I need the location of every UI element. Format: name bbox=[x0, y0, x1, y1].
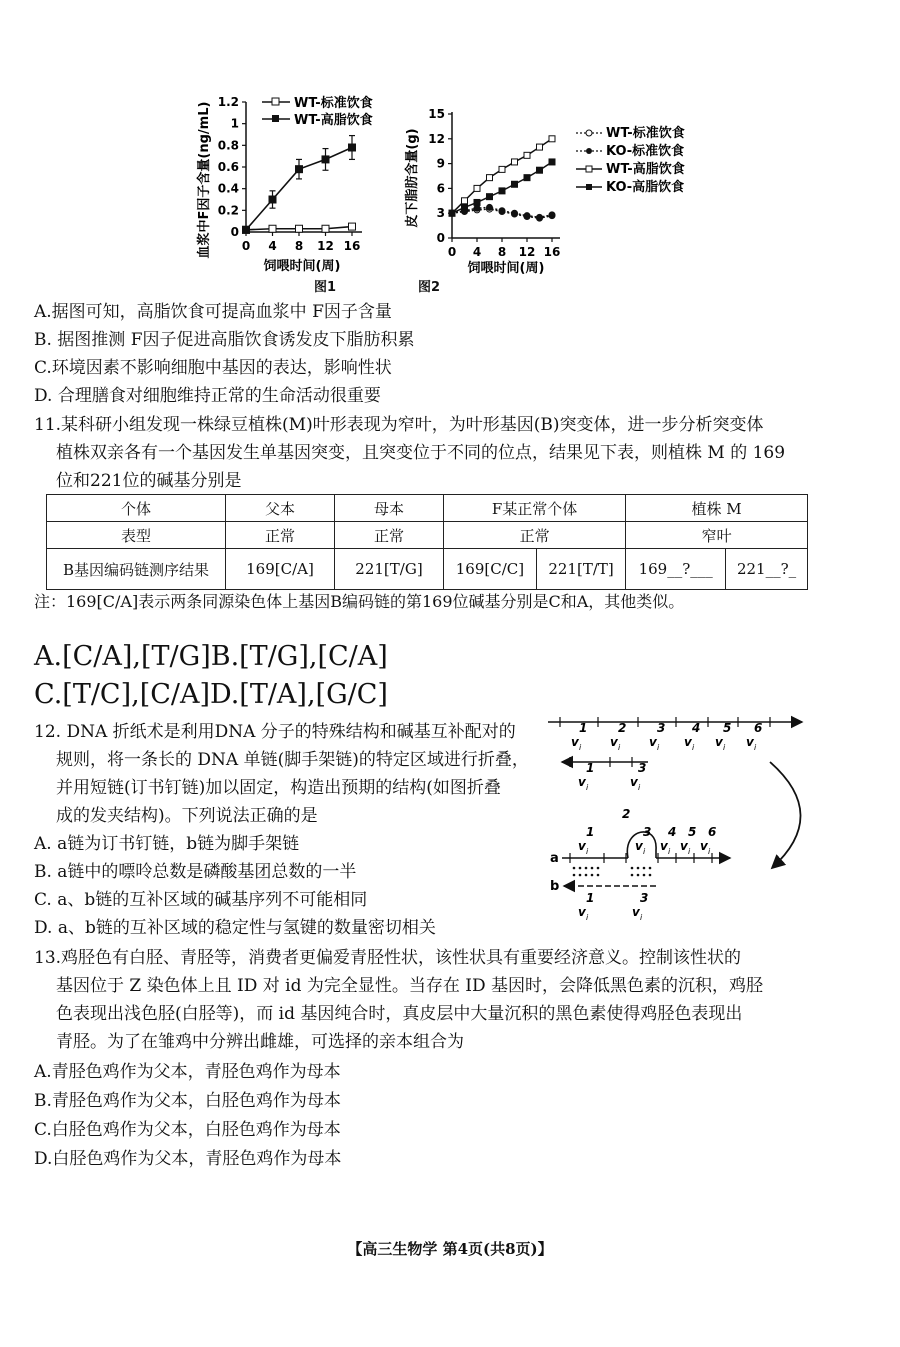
svg-text:i: i bbox=[688, 847, 691, 856]
fig1-data-point bbox=[349, 223, 356, 230]
fig2-data-point bbox=[474, 205, 480, 211]
segment-label bbox=[635, 825, 651, 856]
svg-text:1: 1 bbox=[579, 721, 588, 735]
fig2-data-point bbox=[524, 175, 530, 181]
fig1-legend-0: WT-标准饮食 bbox=[294, 96, 373, 111]
fig2-data-point bbox=[487, 204, 493, 210]
fig2-data-point bbox=[449, 210, 455, 216]
svg-text:v: v bbox=[635, 839, 643, 853]
segment-label bbox=[660, 825, 676, 856]
svg-text:i: i bbox=[657, 743, 660, 752]
segment-label: 2 bbox=[622, 807, 631, 821]
fig2-xlabel: 饲喂时间(周) bbox=[467, 261, 545, 276]
segment-label bbox=[684, 721, 700, 752]
fig2-ytick-label: 6 bbox=[436, 181, 445, 196]
q12-option-d: D. a、b链的互补区域的稳定性与氢键的数量密切相关 bbox=[34, 918, 436, 938]
strand-a-label: a bbox=[550, 851, 559, 866]
svg-text:v: v bbox=[630, 775, 638, 789]
svg-text:6: 6 bbox=[754, 721, 763, 735]
table-cell: F某正常个体 bbox=[444, 495, 626, 522]
fig2-legend-2: WT-高脂饮食 bbox=[606, 162, 685, 177]
fig2-xtick-label: 12 bbox=[518, 245, 536, 259]
fig1-xtick-label: 0 bbox=[241, 239, 251, 253]
q12-stem-4: 成的发夹结构)。下列说法正确的是 bbox=[56, 806, 318, 826]
svg-text:i: i bbox=[579, 743, 582, 752]
fig1-xlabel: 饲喂时间(周) bbox=[263, 259, 341, 274]
fig2-legend-3: KO-高脂饮食 bbox=[606, 180, 685, 195]
fig2-legend-1: KO-标准饮食 bbox=[606, 144, 685, 159]
fig1-ylabel: 血浆中F因子含量(ng/mL) bbox=[197, 101, 212, 259]
fig1-data-point bbox=[296, 225, 303, 232]
table-cell: 221[T/G] bbox=[335, 549, 444, 590]
svg-text:1: 1 bbox=[586, 761, 595, 775]
q12-option-c: C. a、b链的互补区域的碱基序列不可能相同 bbox=[34, 890, 368, 910]
table-cell: 窄叶 bbox=[626, 522, 808, 549]
fig2-data-point bbox=[474, 185, 480, 191]
genotype-table bbox=[46, 494, 808, 590]
segment-label bbox=[715, 721, 731, 752]
svg-text:i: i bbox=[692, 743, 695, 752]
segment-label bbox=[578, 761, 594, 792]
fig1-ytick-label: 1 bbox=[230, 116, 239, 131]
segment-label bbox=[578, 825, 594, 856]
fig1-ytick-label: 0 bbox=[230, 225, 239, 239]
segment-label bbox=[632, 891, 648, 922]
svg-text:i: i bbox=[618, 743, 621, 752]
svg-text:v: v bbox=[649, 735, 657, 749]
table-cell: 221__?_ bbox=[726, 549, 808, 590]
table-cell: 正常 bbox=[444, 522, 626, 549]
q12-option-a: A. a链为订书钉链，b链为脚手架链 bbox=[34, 834, 300, 854]
fig2-data-point bbox=[462, 198, 468, 204]
svg-text:4: 4 bbox=[668, 825, 677, 839]
table-cell: 正常 bbox=[226, 522, 335, 549]
table-cell: 169[C/C] bbox=[444, 549, 537, 590]
fig1-xtick-label: 8 bbox=[294, 239, 304, 253]
fig1-xtick-label: 4 bbox=[268, 239, 277, 253]
fold-arrow bbox=[770, 762, 801, 868]
q13-option-c: C.白胫色鸡作为父本，白胫色鸡作为母本 bbox=[34, 1120, 341, 1140]
fig1-caption: 图1 bbox=[314, 280, 337, 295]
hydrogen-bonds bbox=[573, 867, 652, 877]
q10-option-b: B. 据图推测 F因子促进高脂饮食诱发皮下脂肪积累 bbox=[34, 330, 415, 350]
fig1-data-point bbox=[296, 166, 303, 173]
fig1-ytick-label: 0.2 bbox=[217, 203, 239, 218]
q11-options-cd: C.[T/C],[C/A]D.[T/A],[G/C] bbox=[34, 679, 388, 710]
svg-text:5: 5 bbox=[688, 825, 697, 839]
svg-text:v: v bbox=[746, 735, 754, 749]
svg-text:v: v bbox=[610, 735, 618, 749]
q13-stem-4: 青胫。为了在雏鸡中分辨出雌雄，可选择的亲本组合为 bbox=[56, 1032, 464, 1052]
table-cell: 母本 bbox=[335, 495, 444, 522]
table-row bbox=[47, 495, 808, 522]
fig2-caption: 图2 bbox=[418, 280, 441, 295]
svg-text:v: v bbox=[700, 839, 708, 853]
fig2-xtick-label: 4 bbox=[472, 245, 482, 259]
table-row bbox=[47, 549, 808, 590]
q11-options-ab: A.[C/A],[T/G]B.[T/G],[C/A] bbox=[34, 641, 388, 672]
svg-text:4: 4 bbox=[692, 721, 701, 735]
svg-text:v: v bbox=[632, 905, 640, 919]
fig2-data-point bbox=[512, 181, 518, 187]
svg-text:v: v bbox=[684, 735, 692, 749]
svg-text:v: v bbox=[660, 839, 668, 853]
q10-option-d: D. 合理膳食对细胞维持正常的生命活动很重要 bbox=[34, 386, 381, 406]
table-cell: 正常 bbox=[335, 522, 444, 549]
table-cell: 221[T/T] bbox=[536, 549, 625, 590]
svg-text:2: 2 bbox=[618, 721, 627, 735]
svg-text:3: 3 bbox=[638, 761, 647, 775]
strand-b-label: b bbox=[550, 879, 560, 894]
fig2-data-point bbox=[549, 136, 555, 142]
q12-option-b: B. a链中的嘌呤总数是磷酸基团总数的一半 bbox=[34, 862, 357, 882]
table-cell: 169__?___ bbox=[626, 549, 726, 590]
fig2-xtick-label: 16 bbox=[543, 245, 561, 259]
fig2-ytick-label: 15 bbox=[428, 107, 445, 121]
q10-option-a: A.据图可知，高脂饮食可提高血浆中 F因子含量 bbox=[34, 302, 392, 322]
q13-stem-3: 色表现出浅色胫(白胫等)，而 id 基因纯合时，真皮层中大量沉积的黑色素使得鸡胫色表现出 bbox=[56, 1004, 743, 1024]
fig2-ytick-label: 0 bbox=[436, 231, 445, 245]
fig1-data-point bbox=[322, 225, 329, 232]
svg-text:i: i bbox=[668, 847, 671, 856]
legend-marker-filled-square bbox=[272, 115, 279, 122]
legend-marker-open-square bbox=[272, 98, 279, 105]
segment-label bbox=[571, 721, 587, 752]
segment-label bbox=[649, 721, 665, 752]
svg-text:v: v bbox=[578, 905, 586, 919]
fig1-data-point bbox=[269, 225, 276, 232]
segment-label bbox=[700, 825, 716, 856]
table-cell: 169[C/A] bbox=[226, 549, 335, 590]
svg-text:i: i bbox=[708, 847, 711, 856]
svg-text:i: i bbox=[754, 743, 757, 752]
q13-stem-2: 基因位于 Z 染色体上且 ID 对 id 为完全显性。当存在 ID 基因时，会降低黑色素的沉积，鸡胫 bbox=[56, 976, 764, 996]
q12-stem-1: 12. DNA 折纸术是利用DNA 分子的特殊结构和碱基互补配对的 bbox=[34, 722, 516, 742]
fig2-data-point bbox=[512, 159, 518, 165]
q11-stem-1: 11.某科研小组发现一株绿豆植株(M)叶形表现为窄叶，为叶形基因(B)突变体，进一步分析突变体 bbox=[34, 415, 764, 435]
svg-text:v: v bbox=[571, 735, 579, 749]
svg-text:3: 3 bbox=[657, 721, 666, 735]
q12-stem-2: 规则，将一条长的 DNA 单链(脚手架链)的特定区域进行折叠， bbox=[56, 750, 529, 770]
fig2-ytick-label: 12 bbox=[428, 131, 445, 146]
fig1-data-point bbox=[269, 196, 276, 203]
table-cell: 植株 M bbox=[626, 495, 808, 522]
fig2-ytick-label: 9 bbox=[436, 156, 445, 171]
fig2-data-point bbox=[549, 159, 555, 165]
q12-stem-3: 并用短链(订书钉链)加以固定，构造出预期的结构(如图折叠 bbox=[56, 778, 501, 798]
fig1-ytick-label: 0.4 bbox=[217, 181, 239, 196]
svg-text:3: 3 bbox=[643, 825, 652, 839]
svg-text:5: 5 bbox=[723, 721, 732, 735]
svg-text:1: 1 bbox=[586, 825, 595, 839]
fig2-legend-0: WT-标准饮食 bbox=[606, 126, 685, 141]
fig2-data-point bbox=[537, 167, 543, 173]
fig2-data-point bbox=[537, 144, 543, 150]
fig2-data-point bbox=[487, 175, 493, 181]
svg-text:3: 3 bbox=[640, 891, 649, 905]
segment-label bbox=[746, 721, 762, 752]
fig2-data-point bbox=[474, 199, 480, 205]
fig2-data-point bbox=[549, 212, 555, 218]
fig2-data-point bbox=[537, 214, 543, 220]
svg-text:i: i bbox=[586, 913, 589, 922]
fig2-data-point bbox=[524, 152, 530, 158]
q13-option-d: D.白胫色鸡作为父本，青胫色鸡作为母本 bbox=[34, 1149, 342, 1169]
fig2-data-point bbox=[499, 208, 505, 214]
table-cell: 表型 bbox=[47, 522, 226, 549]
svg-text:i: i bbox=[643, 847, 646, 856]
fig1-xtick-label: 12 bbox=[317, 239, 334, 253]
q11-note: 注：169[C/A]表示两条同源染色体上基因B编码链的第169位碱基分别是C和A，其他类似。 bbox=[34, 592, 685, 611]
dna-origami-diagram bbox=[540, 710, 830, 925]
segment-label bbox=[578, 891, 594, 922]
svg-text:v: v bbox=[578, 775, 586, 789]
svg-text:1: 1 bbox=[586, 891, 595, 905]
figure-2 bbox=[400, 100, 730, 280]
fig1-data-point bbox=[322, 156, 329, 163]
fig1-ytick-label: 1.2 bbox=[217, 95, 239, 109]
fig2-data-point bbox=[499, 188, 505, 194]
fig2-data-point bbox=[524, 213, 530, 219]
fig1-ytick-label: 0.6 bbox=[217, 160, 239, 174]
fig1-xtick-label: 16 bbox=[343, 239, 361, 253]
segment-label bbox=[610, 721, 626, 752]
svg-text:i: i bbox=[638, 783, 641, 792]
svg-text:v: v bbox=[715, 735, 723, 749]
svg-text:v: v bbox=[578, 839, 586, 853]
svg-text:v: v bbox=[680, 839, 688, 853]
fig1-data-point bbox=[349, 144, 356, 151]
fig2-data-point bbox=[487, 194, 493, 200]
fig2-legend bbox=[576, 125, 685, 195]
svg-text:i: i bbox=[586, 783, 589, 792]
table-cell: 个体 bbox=[47, 495, 226, 522]
svg-text:i: i bbox=[723, 743, 726, 752]
svg-text:i: i bbox=[640, 913, 643, 922]
figure-1 bbox=[180, 88, 400, 298]
fig2-ylabel: 皮下脂肪含量(g) bbox=[405, 128, 420, 228]
q13-option-a: A.青胫色鸡作为父本，青胫色鸡作为母本 bbox=[34, 1062, 341, 1082]
fig2-data-point bbox=[499, 166, 505, 172]
table-cell: 父本 bbox=[226, 495, 335, 522]
q11-stem-2: 植株双亲各有一个基因发生单基因突变，且突变位于不同的位点，结果见下表，则植株 M 的 169 bbox=[56, 443, 786, 463]
q10-option-c: C.环境因素不影响细胞中基因的表达，影响性状 bbox=[34, 358, 392, 378]
fig2-ytick-label: 3 bbox=[436, 206, 445, 221]
fig2-xtick-label: 0 bbox=[447, 245, 457, 259]
segment-label bbox=[680, 825, 696, 856]
fig2-xtick-label: 8 bbox=[497, 245, 507, 259]
q11-stem-3: 位和221位的碱基分别是 bbox=[56, 471, 242, 491]
table-row bbox=[47, 522, 808, 549]
fig1-ytick-label: 0.8 bbox=[217, 138, 239, 153]
fig1-data-point bbox=[243, 226, 250, 233]
page-footer: 【高三生物学 第4页(共8页)】 bbox=[347, 1240, 553, 1258]
svg-text:6: 6 bbox=[708, 825, 717, 839]
q13-option-b: B.青胫色鸡作为父本，白胫色鸡作为母本 bbox=[34, 1091, 341, 1111]
fig2-data-point bbox=[462, 204, 468, 210]
fig2-data-point bbox=[512, 210, 518, 216]
fig1-legend-1: WT-高脂饮食 bbox=[294, 113, 373, 128]
svg-text:i: i bbox=[586, 847, 589, 856]
fig1-legend bbox=[262, 95, 373, 128]
q13-stem-1: 13.鸡胫色有白胫、青胫等，消费者更偏爱青胫性状，该性状具有重要经济意义。控制该性状的 bbox=[34, 948, 742, 968]
table-cell: B基因编码链测序结果 bbox=[47, 549, 226, 590]
